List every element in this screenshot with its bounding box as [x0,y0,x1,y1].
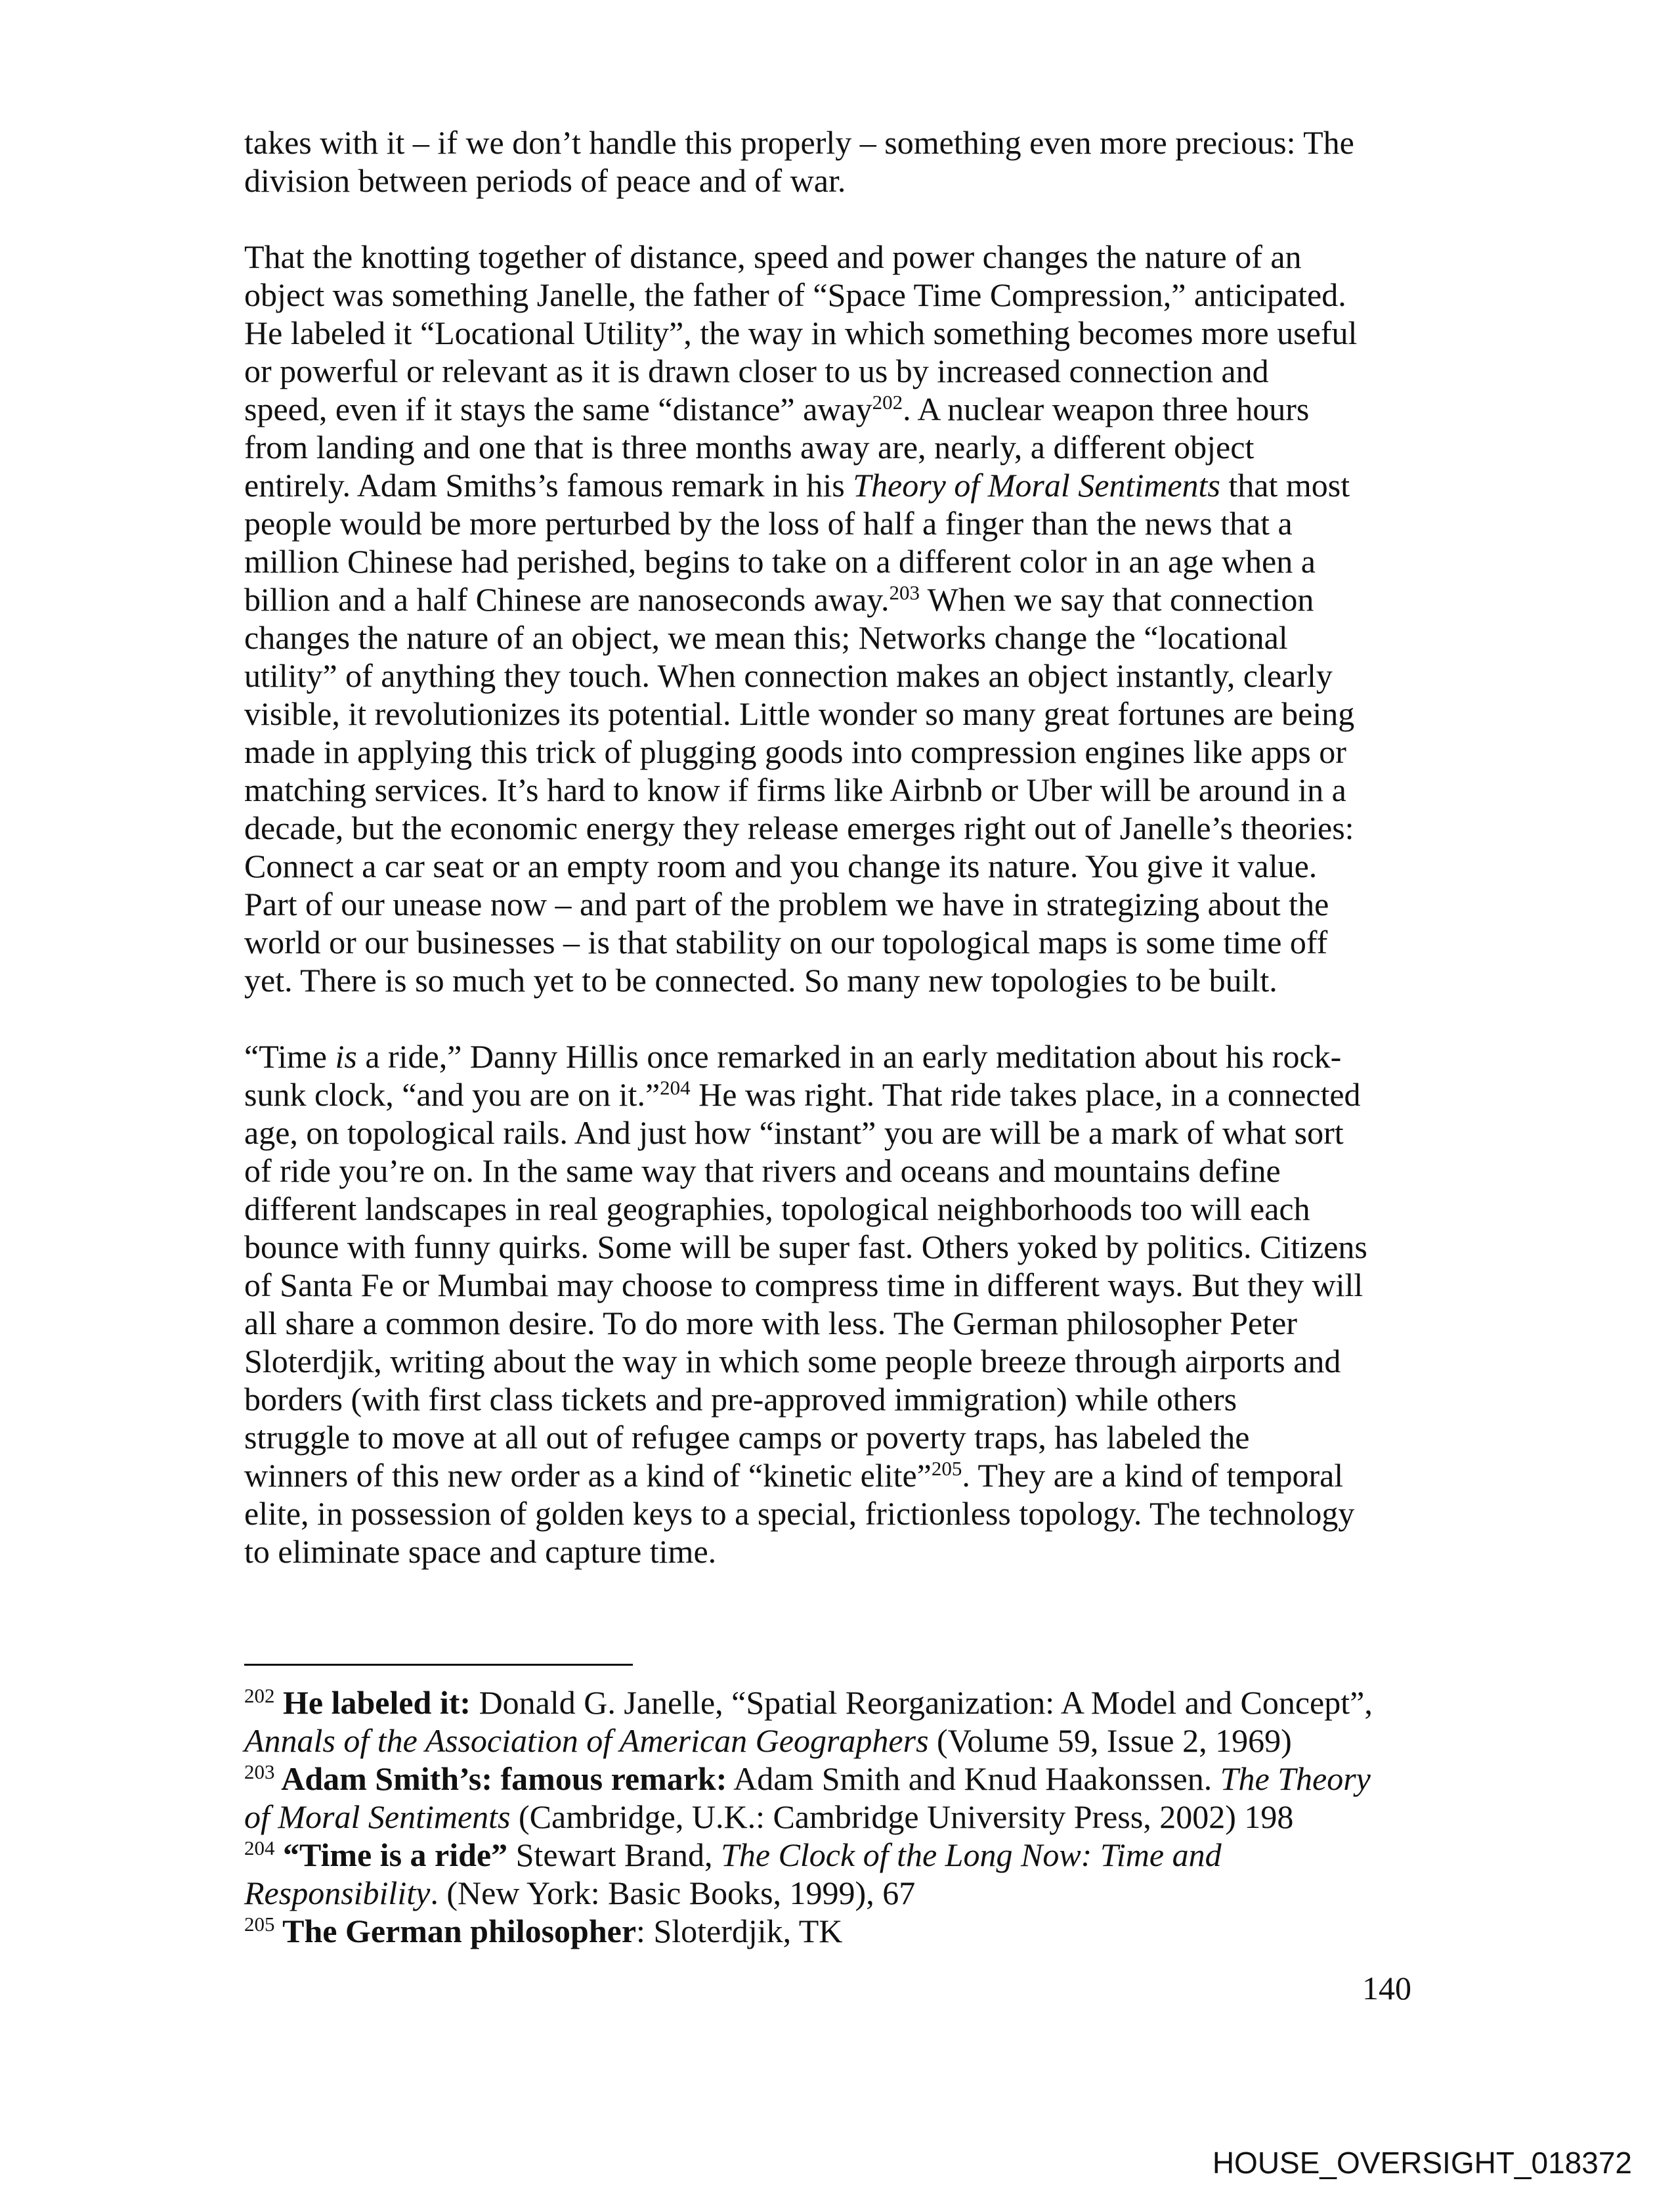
italic-text: Responsibility [244,1875,431,1911]
text-run: people would be more perturbed by the loss of half a finger than the news that a [244,505,1293,542]
text-line [244,1418,1367,1456]
text-line [244,504,1357,542]
text-line [244,1266,1367,1304]
text-run: of ride you’re on. In the same way that rivers and oceans and mountains define [244,1152,1281,1189]
text-run: or powerful or relevant as it is drawn closer to us by increased connection and [244,353,1269,389]
text-line [244,657,1357,695]
footnote-reference: 203 [889,580,920,604]
text-run: division between periods of peace and of war. [244,162,846,199]
text-line [244,314,1357,352]
text-line [244,695,1357,733]
text-run: speed, even if it stays the same “distance” away [244,391,872,427]
text-run: visible, it revolutionizes its potential. Little wonder so many great fortunes are being [244,695,1355,732]
italic-text: The Clock of the Long Now: Time and [721,1836,1222,1873]
text-line [244,885,1357,923]
text-run: He labeled it “Locational Utility”, the way in which something becomes more useful [244,314,1358,351]
bates-stamp: HOUSE_OVERSIGHT_018372 [1212,2146,1632,2180]
text-run: of Santa Fe or Mumbai may choose to compress time in different ways. But they will [244,1267,1363,1303]
text-run: (Cambridge, U.K.: Cambridge University Press, 2002) 198 [510,1798,1294,1835]
text-line [244,162,1354,200]
text-line [244,1075,1367,1114]
footnote-reference: 202 [872,390,903,414]
text-run: takes with it – if we don’t handle this properly – something even more precious: The [244,124,1354,161]
text-run: different landscapes in real geographies, topological neighborhoods too will each [244,1190,1310,1227]
text-run: bounce with funny quirks. Some will be super fast. Others yoked by politics. Citizens [244,1228,1367,1265]
text-line [244,1037,1367,1075]
text-line [244,923,1357,961]
footnote-reference: 202 [244,1683,275,1707]
footnotes [244,1683,1373,1950]
text-run: entirely. Adam Smiths’s famous remark in his [244,467,853,504]
text-run: to eliminate space and capture time. [244,1533,717,1570]
text-line [244,1494,1367,1532]
text-run: all share a common desire. To do more with less. The German philosopher Peter [244,1305,1297,1341]
text-run: changes the nature of an object, we mean this; Networks change the “locational [244,619,1288,656]
text-line [244,542,1357,580]
paragraph-2 [244,238,1357,999]
footnote-reference: 204 [660,1075,691,1099]
text-run: When we say that connection [920,581,1314,618]
text-line [244,618,1357,657]
text-run: Donald G. Janelle, “Spatial Reorganization: A Model and Concept”, [471,1684,1373,1721]
text-run: “Time [244,1038,335,1075]
italic-text: The Theory [1220,1760,1371,1797]
text-line [244,1722,1373,1760]
text-run: elite, in possession of golden keys to a special, frictionless topology. The technology [244,1495,1355,1532]
footnote-reference: 203 [244,1760,275,1783]
text-line [244,1152,1367,1190]
text-line [244,1114,1367,1152]
text-line [244,1798,1373,1836]
text-run: object was something Janelle, the father of “Space Time Compression,” anticipated. [244,276,1346,313]
text-run: Part of our unease now – and part of the problem we have in strategizing about the [244,886,1329,922]
paragraph-1 [244,123,1354,200]
text-line [244,1190,1367,1228]
text-line [244,1342,1367,1380]
italic-text: Annals of the Association of American Geographers [244,1722,929,1759]
text-run: . They are a kind of temporal [962,1457,1344,1494]
text-line [244,1836,1373,1874]
text-line [244,1874,1373,1912]
text-line [244,961,1357,999]
text-line [244,1380,1367,1418]
text-line [244,1912,1373,1950]
text-run: Stewart Brand, [507,1836,721,1873]
text-run: million Chinese had perished, begins to take on a different color in an age when a [244,543,1316,580]
text-run: age, on topological rails. And just how “instant” you are will be a mark of what sort [244,1114,1344,1151]
text-run: yet. There is so much yet to be connected. So many new topologies to be built. [244,962,1277,999]
text-run: billion and a half Chinese are nanoseconds away. [244,581,890,618]
text-line [244,352,1357,390]
text-line [244,771,1357,809]
text-run: : Sloterdjik, TK [636,1913,843,1949]
footnote-reference: 205 [931,1456,962,1480]
text-line [244,1760,1373,1798]
text-run: . A nuclear weapon three hours [903,391,1310,427]
text-run: . (New York: Basic Books, 1999), 67 [430,1875,916,1911]
bold-text: “Time is a ride” [274,1836,508,1873]
text-run: that most [1220,467,1350,504]
text-run: winners of this new order as a kind of “kinetic elite” [244,1457,932,1494]
footnote-separator [244,1664,633,1666]
paragraph-3 [244,1037,1367,1571]
italic-text: of Moral Sentiments [244,1798,511,1835]
text-run: decade, but the economic energy they release emerges right out of Janelle’s theories: [244,810,1354,846]
text-run: world or our businesses – is that stability on our topological maps is some time off [244,924,1328,961]
bold-text: Adam Smith’s: famous remark: [274,1760,727,1797]
footnote-reference: 204 [244,1836,275,1859]
text-line [244,1228,1367,1266]
italic-text: is [335,1038,357,1075]
text-line [244,809,1357,847]
text-line [244,1304,1367,1342]
text-line [244,238,1357,276]
text-line [244,733,1357,771]
text-run: utility” of anything they touch. When connection makes an object instantly, clearly [244,657,1333,694]
text-run: (Volume 59, Issue 2, 1969) [928,1722,1292,1759]
footnote-reference: 205 [244,1912,275,1936]
page-number: 140 [1362,1970,1411,2006]
text-line [244,390,1357,428]
italic-text: Theory of Moral Sentiments [853,467,1220,504]
bold-text: The German philosopher [274,1913,637,1949]
text-run: from landing and one that is three months away are, nearly, a different object [244,429,1255,466]
text-run: a ride,” Danny Hillis once remarked in an early meditation about his rock- [356,1038,1342,1075]
text-run: sunk clock, “and you are on it.” [244,1076,660,1113]
text-run: Connect a car seat or an empty room and you change its nature. You give it value. [244,848,1318,884]
text-run: He was right. That ride takes place, in a connected [690,1076,1361,1113]
text-line [244,123,1354,162]
text-line [244,466,1357,504]
text-run: borders (with first class tickets and pre-approved immigration) while others [244,1381,1237,1418]
text-line [244,276,1357,314]
bold-text: He labeled it: [274,1684,471,1721]
text-line [244,580,1357,618]
text-line [244,847,1357,885]
text-line [244,1456,1367,1494]
text-run: Adam Smith and Knud Haakonssen. [727,1760,1220,1797]
text-run: That the knotting together of distance, speed and power changes the nature of an [244,238,1302,275]
text-run: matching services. It’s hard to know if firms like Airbnb or Uber will be around in a [244,771,1346,808]
text-run: Sloterdjik, writing about the way in which some people breeze through airports and [244,1343,1341,1379]
text-run: struggle to move at all out of refugee camps or poverty traps, has labeled the [244,1419,1250,1456]
text-line [244,1683,1373,1722]
text-line [244,1532,1367,1571]
text-run: made in applying this trick of plugging goods into compression engines like apps or [244,733,1346,770]
text-line [244,428,1357,466]
